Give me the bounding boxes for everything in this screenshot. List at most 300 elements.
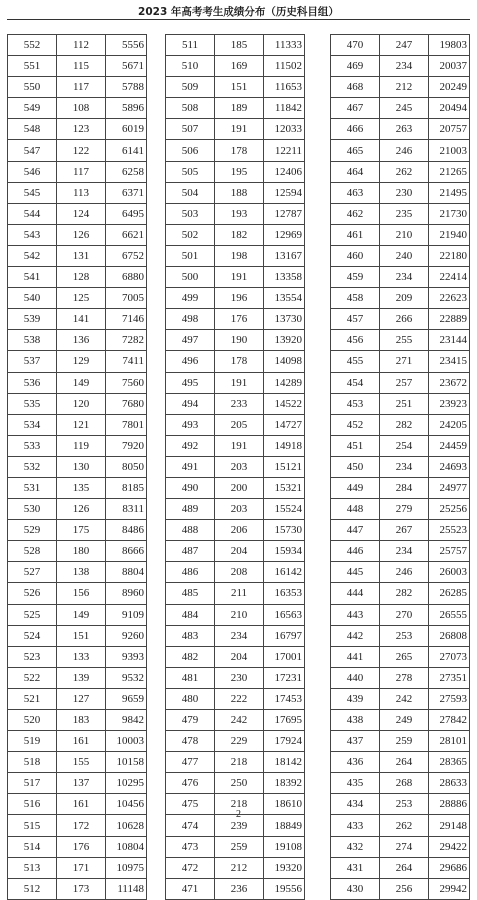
score-cell: 502 <box>166 224 215 245</box>
table-row <box>166 224 305 245</box>
count-cell: 130 <box>57 456 106 477</box>
count-cell: 189 <box>215 98 264 119</box>
cumulative-cell: 24977 <box>429 477 470 498</box>
score-cell: 498 <box>166 309 215 330</box>
table-row <box>166 330 305 351</box>
table-row <box>8 773 147 794</box>
cumulative-cell: 13920 <box>264 330 305 351</box>
cumulative-cell: 16797 <box>264 625 305 646</box>
cumulative-cell: 7801 <box>106 414 147 435</box>
cumulative-cell: 29422 <box>429 836 470 857</box>
count-cell: 266 <box>380 309 429 330</box>
count-cell: 236 <box>215 878 264 899</box>
table-row <box>8 562 147 583</box>
table-row <box>8 98 147 119</box>
score-cell: 510 <box>166 56 215 77</box>
cumulative-cell: 26555 <box>429 604 470 625</box>
cumulative-cell: 13730 <box>264 309 305 330</box>
score-cell: 439 <box>331 688 380 709</box>
table-row <box>166 499 305 520</box>
cumulative-cell: 11653 <box>264 77 305 98</box>
cumulative-cell: 23144 <box>429 330 470 351</box>
score-cell: 454 <box>331 372 380 393</box>
score-cell: 512 <box>8 878 57 899</box>
score-cell: 538 <box>8 330 57 351</box>
count-cell: 212 <box>380 77 429 98</box>
table-row <box>331 667 470 688</box>
cumulative-cell: 6258 <box>106 161 147 182</box>
count-cell: 251 <box>380 393 429 414</box>
score-cell: 535 <box>8 393 57 414</box>
score-cell: 520 <box>8 710 57 731</box>
table-row <box>166 562 305 583</box>
cumulative-cell: 28101 <box>429 731 470 752</box>
cumulative-cell: 5671 <box>106 56 147 77</box>
cumulative-cell: 8311 <box>106 499 147 520</box>
score-cell: 458 <box>331 288 380 309</box>
score-cell: 526 <box>8 583 57 604</box>
score-table-2 <box>165 34 305 900</box>
count-cell: 161 <box>57 731 106 752</box>
count-cell: 117 <box>57 77 106 98</box>
count-cell: 149 <box>57 604 106 625</box>
table-row <box>166 456 305 477</box>
count-cell: 126 <box>57 224 106 245</box>
score-cell: 474 <box>166 815 215 836</box>
table-row <box>331 245 470 266</box>
count-cell: 284 <box>380 477 429 498</box>
cumulative-cell: 11148 <box>106 878 147 899</box>
table-row <box>8 182 147 203</box>
table-row <box>331 456 470 477</box>
score-cell: 477 <box>166 752 215 773</box>
table-row <box>8 161 147 182</box>
cumulative-cell: 24459 <box>429 435 470 456</box>
cumulative-cell: 15524 <box>264 499 305 520</box>
score-cell: 497 <box>166 330 215 351</box>
count-cell: 205 <box>215 414 264 435</box>
table-row <box>8 351 147 372</box>
score-cell: 495 <box>166 372 215 393</box>
score-cell: 539 <box>8 309 57 330</box>
cumulative-cell: 13167 <box>264 245 305 266</box>
score-cell: 470 <box>331 35 380 56</box>
count-cell: 196 <box>215 288 264 309</box>
score-cell: 522 <box>8 667 57 688</box>
score-cell: 444 <box>331 583 380 604</box>
table-row <box>331 857 470 878</box>
table-row <box>8 35 147 56</box>
count-cell: 169 <box>215 56 264 77</box>
cumulative-cell: 18392 <box>264 773 305 794</box>
count-cell: 234 <box>380 541 429 562</box>
cumulative-cell: 16353 <box>264 583 305 604</box>
cumulative-cell: 19108 <box>264 836 305 857</box>
table-row <box>8 710 147 731</box>
cumulative-cell: 28633 <box>429 773 470 794</box>
score-cell: 514 <box>8 836 57 857</box>
count-cell: 113 <box>57 182 106 203</box>
count-cell: 182 <box>215 224 264 245</box>
count-cell: 191 <box>215 372 264 393</box>
count-cell: 246 <box>380 562 429 583</box>
count-cell: 253 <box>380 625 429 646</box>
count-cell: 191 <box>215 435 264 456</box>
count-cell: 211 <box>215 583 264 604</box>
cumulative-cell: 11333 <box>264 35 305 56</box>
count-cell: 149 <box>57 372 106 393</box>
table-row <box>331 773 470 794</box>
count-cell: 242 <box>215 710 264 731</box>
cumulative-cell: 25523 <box>429 520 470 541</box>
table-row <box>331 77 470 98</box>
table-row <box>8 309 147 330</box>
count-cell: 172 <box>57 815 106 836</box>
score-cell: 524 <box>8 625 57 646</box>
cumulative-cell: 20494 <box>429 98 470 119</box>
table-row <box>8 625 147 646</box>
table-row <box>166 267 305 288</box>
cumulative-cell: 9842 <box>106 710 147 731</box>
cumulative-cell: 8666 <box>106 541 147 562</box>
score-cell: 542 <box>8 245 57 266</box>
cumulative-cell: 13554 <box>264 288 305 309</box>
cumulative-cell: 16563 <box>264 604 305 625</box>
cumulative-cell: 24205 <box>429 414 470 435</box>
cumulative-cell: 14289 <box>264 372 305 393</box>
score-cell: 467 <box>331 98 380 119</box>
table-row <box>331 583 470 604</box>
cumulative-cell: 14918 <box>264 435 305 456</box>
score-cell: 460 <box>331 245 380 266</box>
count-cell: 204 <box>215 541 264 562</box>
score-cell: 518 <box>8 752 57 773</box>
cumulative-cell: 23923 <box>429 393 470 414</box>
cumulative-cell: 7680 <box>106 393 147 414</box>
header-divider <box>7 19 470 20</box>
table-row <box>166 414 305 435</box>
score-cell: 536 <box>8 372 57 393</box>
score-cell: 513 <box>8 857 57 878</box>
count-cell: 173 <box>57 878 106 899</box>
table-row <box>166 98 305 119</box>
table-row <box>331 477 470 498</box>
table-row <box>8 288 147 309</box>
count-cell: 123 <box>57 119 106 140</box>
table-row <box>166 35 305 56</box>
score-cell: 519 <box>8 731 57 752</box>
score-cell: 540 <box>8 288 57 309</box>
table-row <box>331 393 470 414</box>
table-row <box>8 224 147 245</box>
count-cell: 210 <box>380 224 429 245</box>
table-row <box>331 562 470 583</box>
cumulative-cell: 19803 <box>429 35 470 56</box>
score-cell: 465 <box>331 140 380 161</box>
count-cell: 209 <box>380 288 429 309</box>
count-cell: 254 <box>380 435 429 456</box>
score-cell: 527 <box>8 562 57 583</box>
count-cell: 121 <box>57 414 106 435</box>
cumulative-cell: 26808 <box>429 625 470 646</box>
score-cell: 443 <box>331 604 380 625</box>
table-row <box>8 646 147 667</box>
cumulative-cell: 10158 <box>106 752 147 773</box>
page-title: 2023 年高考考生成绩分布（历史科目组） <box>138 6 339 18</box>
score-cell: 440 <box>331 667 380 688</box>
table-row <box>166 604 305 625</box>
table-row <box>166 435 305 456</box>
score-cell: 472 <box>166 857 215 878</box>
score-cell: 504 <box>166 182 215 203</box>
cumulative-cell: 22180 <box>429 245 470 266</box>
cumulative-cell: 10003 <box>106 731 147 752</box>
score-cell: 529 <box>8 520 57 541</box>
cumulative-cell: 7146 <box>106 309 147 330</box>
score-cell: 466 <box>331 119 380 140</box>
cumulative-cell: 12787 <box>264 203 305 224</box>
score-cell: 541 <box>8 267 57 288</box>
score-cell: 481 <box>166 667 215 688</box>
count-cell: 263 <box>380 119 429 140</box>
cumulative-cell: 21265 <box>429 161 470 182</box>
count-cell: 271 <box>380 351 429 372</box>
score-cell: 430 <box>331 878 380 899</box>
score-cell: 492 <box>166 435 215 456</box>
score-cell: 462 <box>331 203 380 224</box>
count-cell: 133 <box>57 646 106 667</box>
count-cell: 195 <box>215 161 264 182</box>
table-row <box>166 161 305 182</box>
count-cell: 282 <box>380 583 429 604</box>
score-cell: 548 <box>8 119 57 140</box>
table-row <box>331 288 470 309</box>
cumulative-cell: 11842 <box>264 98 305 119</box>
table-row <box>8 836 147 857</box>
score-cell: 448 <box>331 499 380 520</box>
count-cell: 191 <box>215 267 264 288</box>
table-row <box>331 625 470 646</box>
cumulative-cell: 19320 <box>264 857 305 878</box>
score-cell: 550 <box>8 77 57 98</box>
cumulative-cell: 18849 <box>264 815 305 836</box>
table-row <box>166 56 305 77</box>
cumulative-cell: 20757 <box>429 119 470 140</box>
score-cell: 545 <box>8 182 57 203</box>
cumulative-cell: 15730 <box>264 520 305 541</box>
count-cell: 200 <box>215 477 264 498</box>
score-cell: 438 <box>331 710 380 731</box>
table-row <box>331 98 470 119</box>
table-row <box>8 520 147 541</box>
score-cell: 479 <box>166 710 215 731</box>
cumulative-cell: 25757 <box>429 541 470 562</box>
count-cell: 151 <box>57 625 106 646</box>
table-row <box>166 541 305 562</box>
count-cell: 230 <box>380 182 429 203</box>
count-cell: 259 <box>215 836 264 857</box>
score-cell: 501 <box>166 245 215 266</box>
table-row <box>331 435 470 456</box>
score-cell: 457 <box>331 309 380 330</box>
count-cell: 233 <box>215 393 264 414</box>
table-row <box>8 499 147 520</box>
score-cell: 496 <box>166 351 215 372</box>
count-cell: 282 <box>380 414 429 435</box>
count-cell: 120 <box>57 393 106 414</box>
score-cell: 478 <box>166 731 215 752</box>
score-cell: 490 <box>166 477 215 498</box>
score-cell: 437 <box>331 731 380 752</box>
count-cell: 117 <box>57 161 106 182</box>
table-row <box>166 688 305 709</box>
cumulative-cell: 17231 <box>264 667 305 688</box>
count-cell: 234 <box>380 456 429 477</box>
table-row <box>166 140 305 161</box>
table-row <box>331 330 470 351</box>
cumulative-cell: 10975 <box>106 857 147 878</box>
table-row <box>8 119 147 140</box>
table-row <box>331 309 470 330</box>
cumulative-cell: 6141 <box>106 140 147 161</box>
score-cell: 534 <box>8 414 57 435</box>
count-cell: 139 <box>57 667 106 688</box>
score-cell: 445 <box>331 562 380 583</box>
table-row <box>331 119 470 140</box>
table-row <box>331 203 470 224</box>
score-cell: 537 <box>8 351 57 372</box>
cumulative-cell: 27351 <box>429 667 470 688</box>
score-cell: 544 <box>8 203 57 224</box>
count-cell: 262 <box>380 815 429 836</box>
cumulative-cell: 7920 <box>106 435 147 456</box>
table-row <box>8 372 147 393</box>
cumulative-cell: 6880 <box>106 267 147 288</box>
score-cell: 469 <box>331 56 380 77</box>
cumulative-cell: 5788 <box>106 77 147 98</box>
count-cell: 138 <box>57 562 106 583</box>
score-cell: 459 <box>331 267 380 288</box>
table-row <box>166 710 305 731</box>
cumulative-cell: 15121 <box>264 456 305 477</box>
count-cell: 136 <box>57 330 106 351</box>
score-table-1 <box>7 34 147 900</box>
cumulative-cell: 6019 <box>106 119 147 140</box>
score-cell: 489 <box>166 499 215 520</box>
score-cell: 433 <box>331 815 380 836</box>
count-cell: 234 <box>380 56 429 77</box>
score-cell: 482 <box>166 646 215 667</box>
cumulative-cell: 12033 <box>264 119 305 140</box>
table-row <box>166 667 305 688</box>
table-row <box>8 541 147 562</box>
table-row <box>331 35 470 56</box>
cumulative-cell: 13358 <box>264 267 305 288</box>
count-cell: 262 <box>380 161 429 182</box>
cumulative-cell: 9109 <box>106 604 147 625</box>
count-cell: 151 <box>215 77 264 98</box>
score-cell: 511 <box>166 35 215 56</box>
count-cell: 131 <box>57 245 106 266</box>
table-row <box>331 224 470 245</box>
table-row <box>8 56 147 77</box>
table-row <box>166 372 305 393</box>
score-cell: 453 <box>331 393 380 414</box>
table-row <box>8 604 147 625</box>
count-cell: 175 <box>57 520 106 541</box>
count-cell: 278 <box>380 667 429 688</box>
score-cell: 505 <box>166 161 215 182</box>
table-row <box>331 646 470 667</box>
table-row <box>8 752 147 773</box>
score-cell: 516 <box>8 794 57 815</box>
table-row <box>331 140 470 161</box>
cumulative-cell: 17453 <box>264 688 305 709</box>
cumulative-cell: 5896 <box>106 98 147 119</box>
score-cell: 525 <box>8 604 57 625</box>
table-row <box>8 77 147 98</box>
count-cell: 161 <box>57 794 106 815</box>
score-cell: 506 <box>166 140 215 161</box>
cumulative-cell: 7282 <box>106 330 147 351</box>
score-cell: 523 <box>8 646 57 667</box>
table-row <box>8 477 147 498</box>
count-cell: 256 <box>380 878 429 899</box>
table-row <box>331 752 470 773</box>
table-row <box>8 330 147 351</box>
cumulative-cell: 8185 <box>106 477 147 498</box>
count-cell: 218 <box>215 794 264 815</box>
count-cell: 253 <box>380 794 429 815</box>
score-cell: 475 <box>166 794 215 815</box>
table-row <box>166 773 305 794</box>
table-row <box>166 182 305 203</box>
cumulative-cell: 9659 <box>106 688 147 709</box>
cumulative-cell: 10628 <box>106 815 147 836</box>
cumulative-cell: 23415 <box>429 351 470 372</box>
count-cell: 203 <box>215 499 264 520</box>
score-cell: 483 <box>166 625 215 646</box>
score-cell: 547 <box>8 140 57 161</box>
table-row <box>331 414 470 435</box>
score-cell: 464 <box>331 161 380 182</box>
cumulative-cell: 6495 <box>106 203 147 224</box>
cumulative-cell: 10456 <box>106 794 147 815</box>
count-cell: 128 <box>57 267 106 288</box>
table-row <box>166 752 305 773</box>
score-cell: 455 <box>331 351 380 372</box>
score-cell: 463 <box>331 182 380 203</box>
count-cell: 240 <box>380 245 429 266</box>
table-row <box>8 857 147 878</box>
score-cell: 549 <box>8 98 57 119</box>
cumulative-cell: 18142 <box>264 752 305 773</box>
count-cell: 212 <box>215 857 264 878</box>
score-cell: 447 <box>331 520 380 541</box>
table-row <box>331 56 470 77</box>
table-row <box>331 731 470 752</box>
count-cell: 264 <box>380 752 429 773</box>
score-cell: 449 <box>331 477 380 498</box>
table-row <box>331 878 470 899</box>
table-row <box>166 646 305 667</box>
score-cell: 485 <box>166 583 215 604</box>
cumulative-cell: 6371 <box>106 182 147 203</box>
table-row <box>331 351 470 372</box>
cumulative-cell: 7005 <box>106 288 147 309</box>
score-cell: 441 <box>331 646 380 667</box>
score-cell: 476 <box>166 773 215 794</box>
